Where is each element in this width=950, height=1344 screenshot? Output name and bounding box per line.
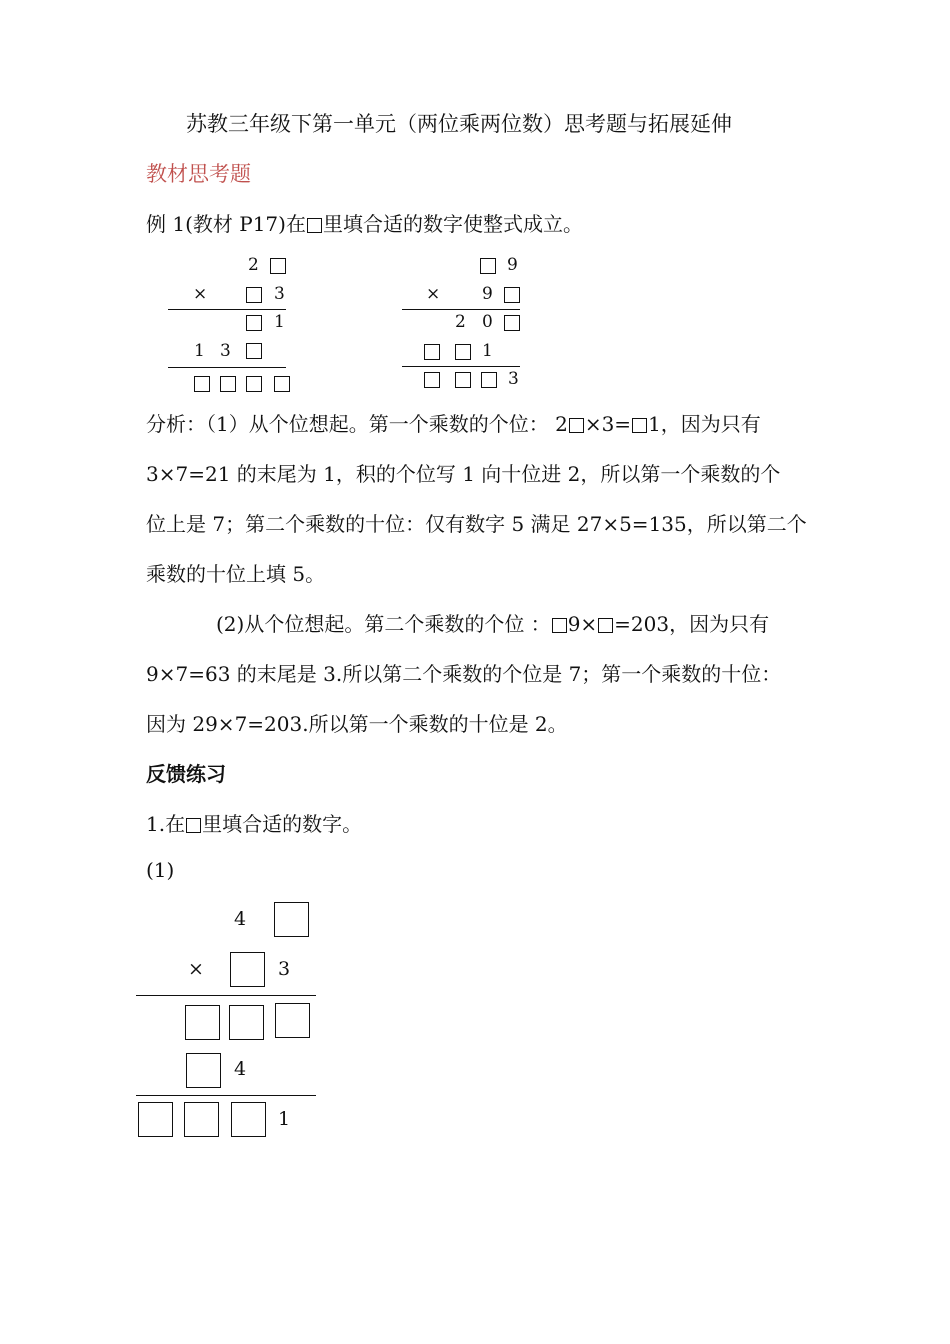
puzzle-b-digit: 0 bbox=[482, 312, 493, 332]
puzzle-c-blank-box[interactable] bbox=[185, 1005, 220, 1040]
puzzle-a-blank-box[interactable] bbox=[194, 376, 210, 392]
analysis-text: =203，因为只有 bbox=[614, 612, 770, 636]
example-suffix: 里填合适的数字使整式成立。 bbox=[322, 212, 583, 236]
puzzle-c-blank-box[interactable] bbox=[231, 1102, 266, 1137]
page-title: 苏教三年级下第一单元（两位乘两位数）思考题与拓展延伸 bbox=[186, 112, 732, 136]
example-statement bbox=[146, 208, 583, 237]
puzzle-b-rule bbox=[402, 366, 520, 367]
puzzle-b-blank-box[interactable] bbox=[480, 258, 496, 274]
puzzle-c-digit: 4 bbox=[234, 1058, 247, 1080]
puzzle-b-blank-box[interactable] bbox=[455, 372, 471, 388]
puzzle-b-digit: 9 bbox=[482, 284, 493, 304]
blank-box-icon bbox=[552, 618, 567, 633]
analysis-text: ×3= bbox=[584, 412, 632, 436]
analysis-2-line-3: 因为 29×7=203.所以第一个乘数的十位是 2。 bbox=[146, 712, 568, 736]
analysis-text: 分析：（1）从个位想起。第一个乘数的个位： 2 bbox=[146, 412, 568, 436]
puzzle-c-blank-box[interactable] bbox=[275, 1003, 310, 1038]
puzzle-b-blank-box[interactable] bbox=[504, 315, 520, 331]
puzzle-a-blank-box[interactable] bbox=[246, 376, 262, 392]
puzzle-a-blank-box[interactable] bbox=[220, 376, 236, 392]
puzzle-a-times-sign: × bbox=[193, 284, 208, 304]
analysis-text: 9× bbox=[567, 612, 598, 636]
puzzle-c-blank-box[interactable] bbox=[184, 1102, 219, 1137]
analysis-1-line-2: 3×7=21 的末尾为 1，积的个位写 1 向十位进 2，所以第一个乘数的个 bbox=[146, 462, 781, 486]
puzzle-c-rule bbox=[136, 995, 316, 996]
puzzle-b-digit: 1 bbox=[482, 341, 493, 361]
question-text: 1.在 bbox=[146, 812, 186, 836]
puzzle-b-blank-box[interactable] bbox=[481, 372, 497, 388]
puzzle-b-blank-box[interactable] bbox=[424, 372, 440, 388]
puzzle-b-blank-box[interactable] bbox=[424, 344, 440, 360]
question-text: 里填合适的数字。 bbox=[202, 812, 363, 836]
puzzle-b-rule bbox=[402, 309, 520, 310]
analysis-1-line-3: 位上是 7；第二个乘数的十位：仅有数字 5 满足 27×5=135，所以第二个 bbox=[146, 512, 807, 536]
puzzle-c-digit: 4 bbox=[234, 908, 247, 930]
puzzle-a-rule bbox=[168, 309, 286, 310]
blank-box-icon bbox=[598, 618, 613, 633]
puzzle-c-times-sign: × bbox=[188, 958, 204, 980]
puzzle-c-blank-box[interactable] bbox=[230, 952, 265, 987]
puzzle-a-digit: 3 bbox=[274, 284, 285, 304]
puzzle-a-digit: 1 bbox=[274, 312, 285, 332]
puzzle-a-digit: 2 bbox=[248, 255, 259, 275]
puzzle-a-rule bbox=[168, 367, 286, 368]
puzzle-c-rule bbox=[136, 1095, 316, 1096]
puzzle-b-digit: 3 bbox=[508, 369, 519, 389]
analysis-2-line-2: 9×7=63 的末尾是 3.所以第二个乘数的个位是 7；第一个乘数的十位： bbox=[146, 662, 782, 686]
analysis-text: (2)从个位想起。第二个乘数的个位 ： bbox=[216, 612, 551, 636]
puzzle-a-blank-box[interactable] bbox=[274, 376, 290, 392]
blank-box-icon bbox=[632, 418, 647, 433]
puzzle-a-blank-box[interactable] bbox=[246, 343, 262, 359]
puzzle-c-blank-box[interactable] bbox=[274, 902, 309, 937]
section-heading-textbook: 教材思考题 bbox=[146, 162, 251, 186]
puzzle-c-blank-box[interactable] bbox=[186, 1053, 221, 1088]
puzzle-c-digit: 1 bbox=[278, 1108, 291, 1130]
puzzle-b-digit: 9 bbox=[507, 255, 518, 275]
puzzle-a-digit: 1 bbox=[194, 341, 205, 361]
puzzle-b-times-sign: × bbox=[426, 284, 441, 304]
puzzle-b-digit: 2 bbox=[455, 312, 466, 332]
puzzle-b-blank-box[interactable] bbox=[504, 287, 520, 303]
puzzle-a-blank-box[interactable] bbox=[246, 287, 262, 303]
analysis-2-line-1 bbox=[216, 608, 769, 637]
puzzle-a-blank-box[interactable] bbox=[270, 258, 286, 274]
analysis-1-line-4: 乘数的十位上填 5。 bbox=[146, 562, 326, 586]
section-heading-feedback: 反馈练习 bbox=[146, 762, 226, 786]
question-1-sub-1: (1) bbox=[146, 858, 175, 882]
question-1 bbox=[146, 808, 362, 837]
analysis-text: 1，因为只有 bbox=[648, 412, 761, 436]
puzzle-c-blank-box[interactable] bbox=[138, 1102, 173, 1137]
blank-box-icon bbox=[569, 418, 584, 433]
blank-box-icon bbox=[307, 218, 322, 233]
puzzle-c-blank-box[interactable] bbox=[229, 1005, 264, 1040]
puzzle-c-digit: 3 bbox=[278, 958, 291, 980]
blank-box-icon bbox=[186, 818, 201, 833]
puzzle-b-blank-box[interactable] bbox=[455, 344, 471, 360]
puzzle-a-digit: 3 bbox=[220, 341, 231, 361]
example-prefix: 例 1(教材 P17)在 bbox=[146, 212, 306, 236]
analysis-1-line-1 bbox=[146, 408, 761, 437]
puzzle-a-blank-box[interactable] bbox=[246, 315, 262, 331]
